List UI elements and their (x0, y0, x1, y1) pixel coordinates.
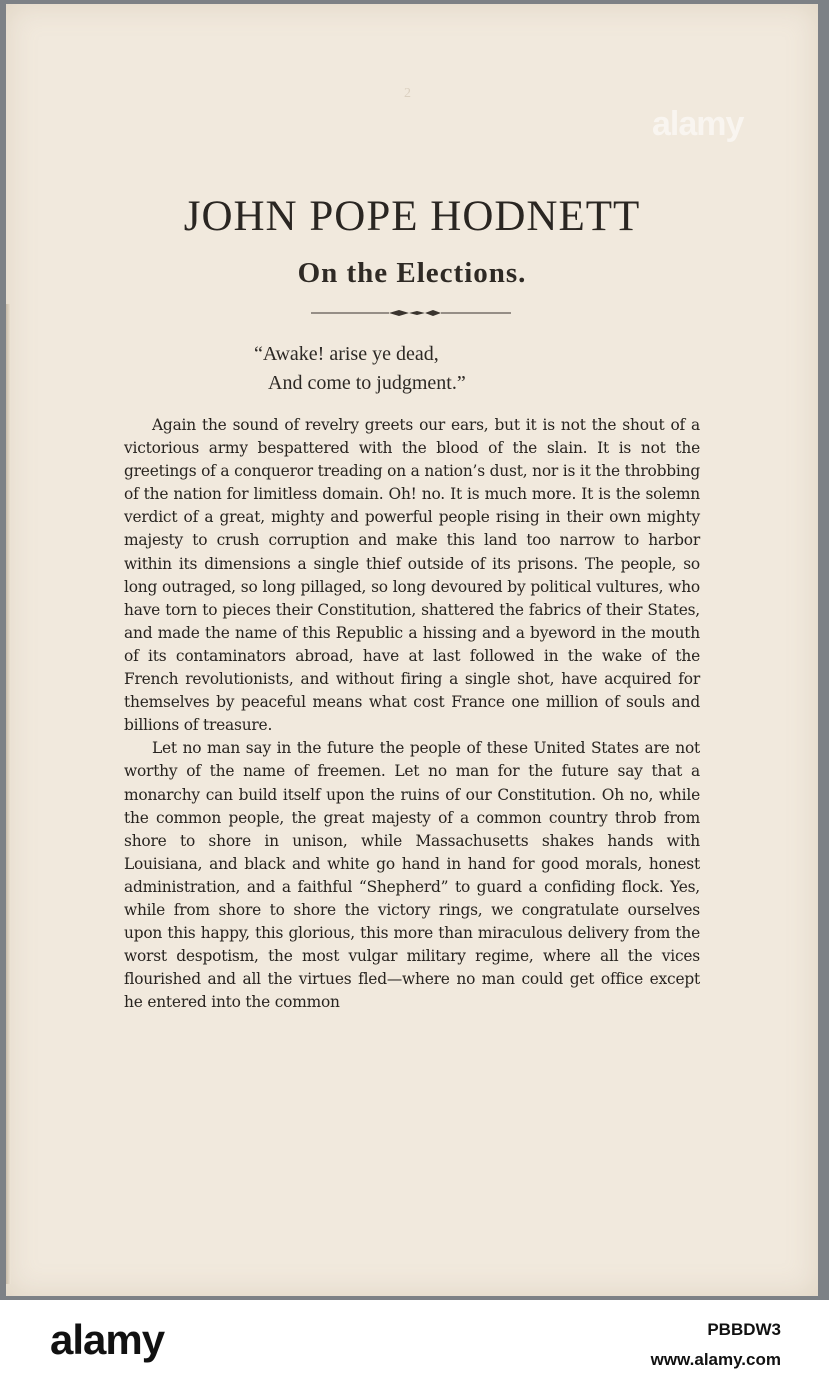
document-page (6, 4, 818, 1296)
site-url: www.alamy.com (650, 1350, 781, 1369)
document-title: JOHN POPE HODNETT (183, 193, 641, 240)
page-edge (6, 304, 11, 1284)
body-text (124, 414, 700, 1014)
ornament-divider (311, 307, 511, 319)
epigraph-line: “Awake! arise ye dead, (254, 343, 439, 365)
epigraph-line: And come to judgment.” (268, 372, 466, 394)
epigraph (254, 340, 466, 398)
watermark-overlay: alamy (652, 105, 744, 143)
alamy-logo: alamy (50, 1316, 165, 1363)
page-number: 2 (404, 86, 411, 101)
document-subtitle: On the Elections. (297, 257, 527, 289)
paragraph: Again the sound of revelry greets our ears, but it is not the shout of a victorious army bespattered with the blood of the slain. It is not the greetings of a conqueror treading on a nation’s dust, nor is it the throbbing of the nation for limitless domain. Oh! no. It is much more. It is the solemn verdict of a great, mighty and powerful people rising in their own mighty majesty to crush corruption and make this land too narrow to harbor within its dimensions a single thief outside of its prisons. The people, so long outraged, so long pillaged, so long devoured by political vultures, who have torn to pieces their Constitution, shattered the fabrics of their States, and made the name of this Republic a hissing and a byeword in the mouth of its contaminators abroad, have at last followed in the wake of the French revolutionists, and without firing a single shot, have acquired for themselves by peaceful means what cost France one million of souls and billions of treasure. (124, 416, 700, 735)
image-id: PBBDW3 (707, 1320, 781, 1339)
paragraph: Let no man say in the future the people of these United States are not worthy of the name of freemen. Let no man for the future say that a monarchy can build itself upon the ruins of our Constitution. Oh no, while the common people, the great majesty of a common country throb from shore to shore in unison, while Massachusetts shakes hands with Louisiana, and black and white go hand in hand for good morals, honest administration, and a faithful “Shepherd” to guard a confiding flock. Yes, while from shore to shore the victory rings, we congratulate ourselves upon this happy, this glorious, this more than miraculous delivery from the worst despotism, the most vulgar military regime, where all the vices flourished and all the virtues fled—where no man could get office except he entered into the common (124, 739, 700, 1012)
